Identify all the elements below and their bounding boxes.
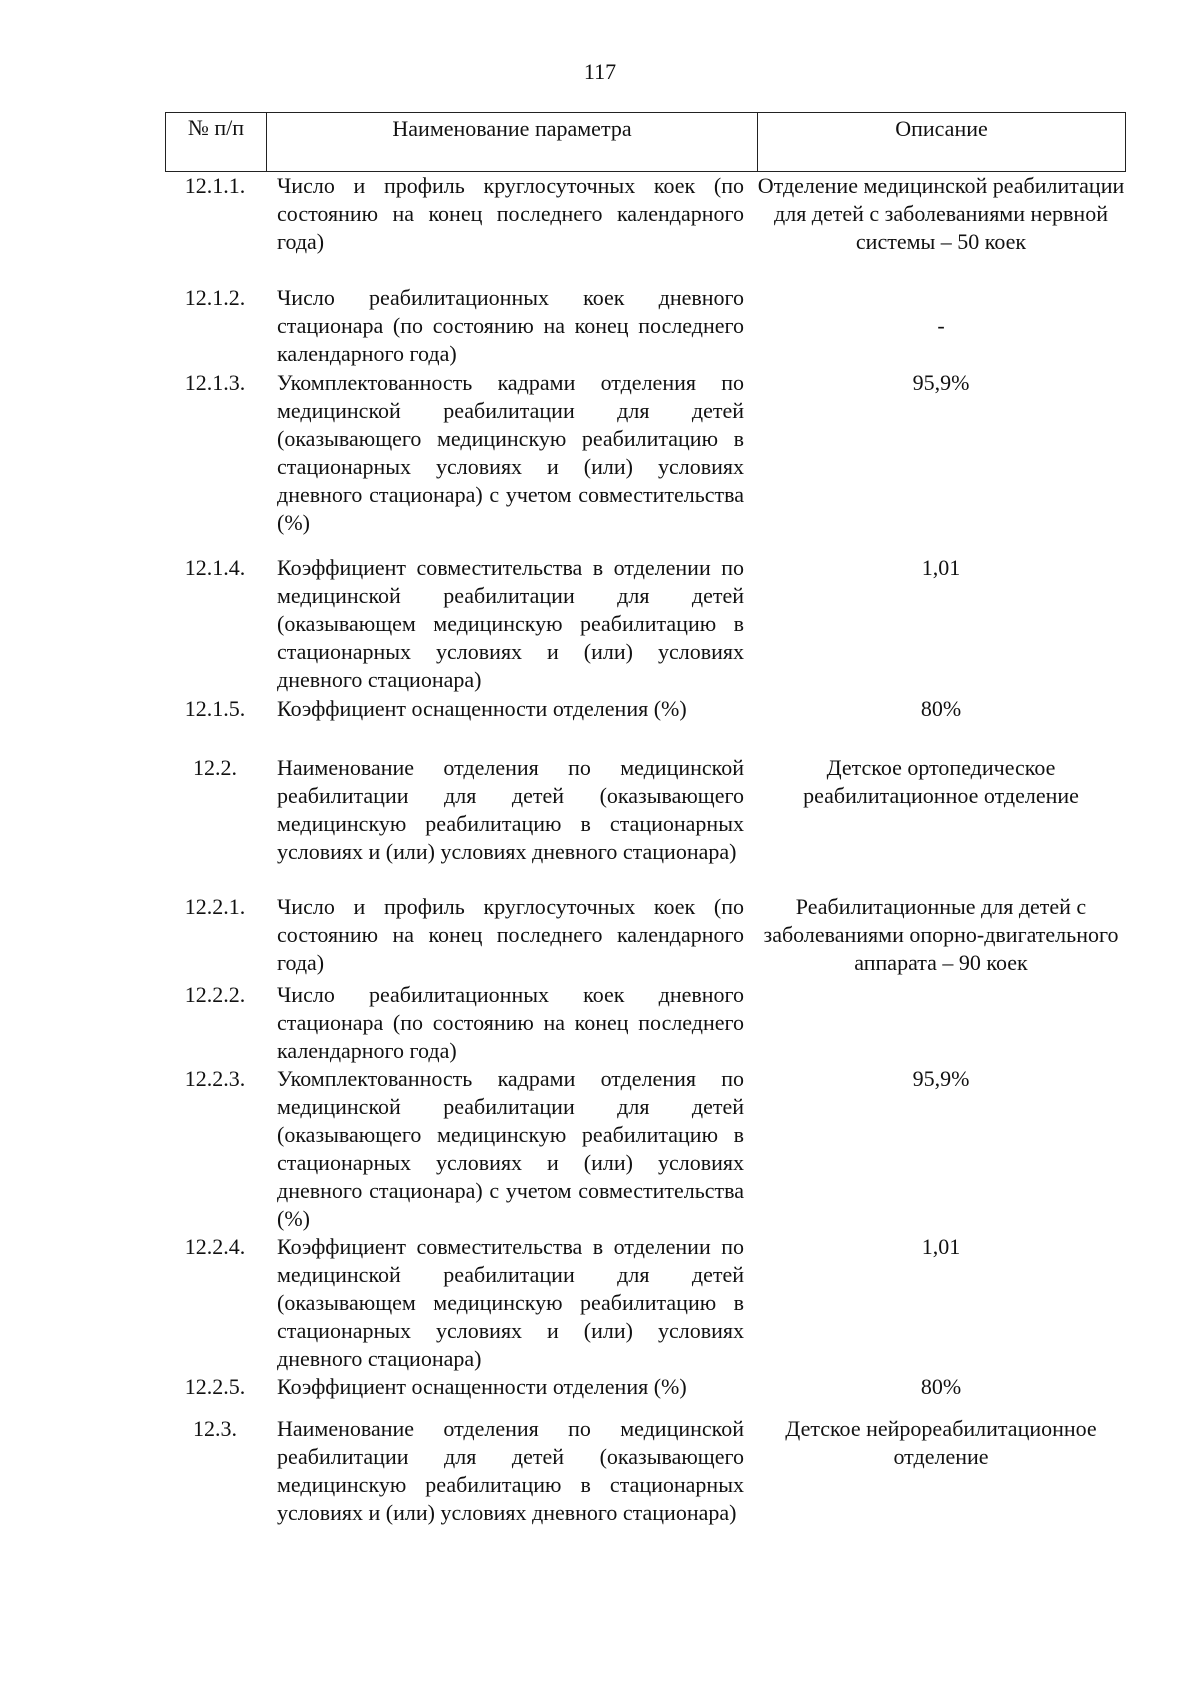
table-row bbox=[165, 893, 1126, 981]
row-parameter: Коэффициент оснащенности отделения (%) bbox=[277, 1374, 687, 1399]
row-number: 12.1.1. bbox=[184, 173, 246, 198]
table-row bbox=[165, 172, 1126, 284]
header-number: № п/п bbox=[166, 113, 267, 171]
row-parameter: Укомплектованность кадрами отделения по медицинской реабилитации для детей (оказывающего медицинскую реабилитацию в стационарных условиях и (или) условиях дневного стационара) с учетом совместительства (%) bbox=[277, 370, 744, 535]
table-row bbox=[165, 1415, 1126, 1555]
table-body bbox=[165, 172, 1126, 1555]
row-description bbox=[756, 981, 1126, 1065]
row-description: Реабилитационные для детей с заболеваниями опорно-двигательного аппарата – 90 коек bbox=[763, 894, 1119, 975]
row-description: 95,9% bbox=[912, 370, 970, 395]
table-row bbox=[165, 981, 1126, 1065]
table-row bbox=[165, 1065, 1126, 1233]
row-parameter: Коэффициент совместительства в отделении по медицинской реабилитации для детей (оказывающем медицинскую реабилитацию в стационарных условиях и (или) условиях дневного стационара) bbox=[277, 1234, 744, 1371]
parameters-table bbox=[165, 112, 1126, 1555]
page-number: 117 bbox=[583, 59, 617, 84]
row-description: 80% bbox=[920, 696, 962, 721]
row-number: 12.2. bbox=[193, 755, 237, 780]
row-parameter: Наименование отделения по медицинской реабилитации для детей (оказывающего медицинскую реабилитацию в стационарных условиях и (или) условиях дневного стационара) bbox=[277, 755, 744, 864]
row-parameter: Число и профиль круглосуточных коек (по состоянию на конец последнего календарного года) bbox=[277, 894, 744, 975]
row-description: 80% bbox=[920, 1374, 962, 1399]
table-row bbox=[165, 369, 1126, 554]
row-description: 95,9% bbox=[912, 1066, 970, 1091]
table-row bbox=[165, 754, 1126, 893]
row-parameter: Укомплектованность кадрами отделения по медицинской реабилитации для детей (оказывающего медицинскую реабилитацию в стационарных условиях и (или) условиях дневного стационара) с учетом совместительства (%) bbox=[277, 1066, 744, 1231]
row-parameter: Число реабилитационных коек дневного стационара (по состоянию на конец последнего календарного года) bbox=[277, 982, 744, 1063]
row-number: 12.1.4. bbox=[184, 555, 246, 580]
row-parameter: Число и профиль круглосуточных коек (по состоянию на конец последнего календарного года) bbox=[277, 173, 744, 254]
row-description: Детское нейрореабилитационное отделение bbox=[785, 1416, 1097, 1469]
table-row bbox=[165, 554, 1126, 695]
row-description: Отделение медицинской реабилитации для детей с заболеваниями нервной системы – 50 коек bbox=[757, 173, 1125, 254]
row-number: 12.1.3. bbox=[184, 370, 246, 395]
row-parameter: Коэффициент оснащенности отделения (%) bbox=[277, 696, 687, 721]
header-description: Описание bbox=[895, 116, 988, 141]
table-row bbox=[165, 1233, 1126, 1373]
row-description: 1,01 bbox=[921, 1234, 961, 1259]
row-description: Детское ортопедическое реабилитационное отделение bbox=[803, 755, 1079, 808]
row-number: 12.2.3. bbox=[184, 1066, 246, 1091]
table-header bbox=[165, 112, 1126, 172]
row-number: 12.2.4. bbox=[184, 1234, 246, 1259]
row-number: 12.2.5. bbox=[184, 1374, 246, 1399]
row-parameter: Коэффициент совместительства в отделении по медицинской реабилитации для детей (оказывающем медицинскую реабилитацию в стационарных условиях и (или) условиях дневного стационара) bbox=[277, 555, 744, 692]
header-parameter-name: Наименование параметра bbox=[267, 113, 758, 171]
row-parameter: Число реабилитационных коек дневного стационара (по состоянию на конец последнего календарного года) bbox=[277, 285, 744, 366]
row-number: 12.1.5. bbox=[184, 696, 246, 721]
row-number: 12.3. bbox=[193, 1416, 237, 1441]
row-number: 12.1.2. bbox=[184, 285, 246, 310]
table-row bbox=[165, 695, 1126, 754]
row-number: 12.2.2. bbox=[184, 982, 246, 1007]
table-row bbox=[165, 1373, 1126, 1415]
row-number: 12.2.1. bbox=[184, 894, 246, 919]
row-description: 1,01 bbox=[921, 555, 961, 580]
row-description: - bbox=[937, 313, 945, 338]
table-row bbox=[165, 284, 1126, 369]
row-parameter: Наименование отделения по медицинской реабилитации для детей (оказывающего медицинскую реабилитацию в стационарных условиях и (или) условиях дневного стационара) bbox=[277, 1416, 744, 1525]
